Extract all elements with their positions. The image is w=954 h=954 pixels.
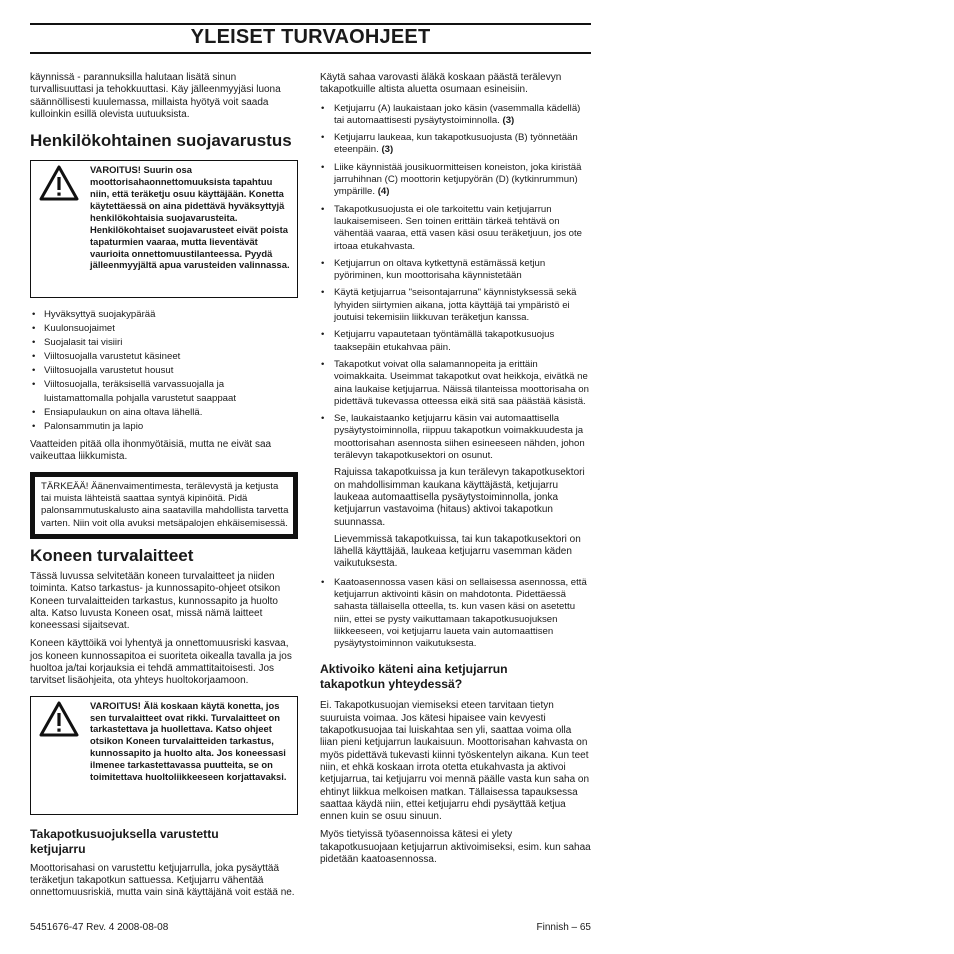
sub-paragraph-2: Lievemmissä takapotkuissa, tai kun takapotkusektori on lähellä käyttäjää, laukeaa ketjujarru vasemman käden vaikutuksesta. [334, 533, 581, 570]
gear-list [30, 308, 298, 434]
list-item: • Kuulonsuojaimet [30, 322, 298, 336]
chain-brake-list [320, 103, 591, 463]
clothing-paragraph: Vaatteiden pitää olla ihonmyötäisiä, mutta ne eivät saa vaikeuttaa liikkumista. [30, 439, 272, 463]
heading-protection: Henkilökohtainen suojavarustus [30, 131, 292, 151]
activate-paragraph-2: Myös tietyissä työasennoissa kätesi ei ylety takapotkusuojaan ketjujarrun aktivoimiseksi, esim. kun sahaa pidetään kaatoasennossa. [320, 829, 591, 866]
list-item: • Liike käynnistää jousikuormitteisen koneiston, joka kiristää jarruhihnan (C) moottorin ketjupyörän (D) (kytkinrummun) ympärille. (4) [320, 162, 591, 199]
page-title: YLEISET TURVAOHJEET [190, 26, 431, 48]
list-item: • Ketjujarrun on oltava kytkettynä estämässä ketjun pyöriminen, kun moottorisaha käynnistetään [320, 258, 591, 283]
figure-ref: (3) [381, 144, 394, 156]
activate-paragraph-1: Ei. Takapotkusuojan viemiseksi eteen tarvitaan tietyn suuruista voimaa. Jos kätesi hipaisee vain kevyesti takapotkusuojaa tai luiskahtaa sen yli, saattaa voima olla liian pieni ketjujarrun laukaisuun. Moottorisahan kahvasta on myös pidettävä tukevasti kiinni työskentelyn aikana. Kun teet niin, et ehkä koskaan irrota otetta etukahvasta ja aktivoi ketjujarrua, tai ketjujarru voi mennä päälle vasta kun saha on ehtinyt liikkua melkoisen matkan. Tällaisessa tapauksessa saattaa käydä niin, ettei ketjujarru ehdi pysäyttää ketjua ennen kuin se osuu sinuun. [320, 700, 590, 823]
footer-page-number: Finnish – 65 [536, 922, 591, 933]
list-item: • Takapotkut voivat olla salamannopeita ja erittäin voimakkaita. Useimmat takapotkut ovat heikkoja, eivätkä ne aina laukaise ketjujarrua. Näissä tilanteissa moottorisaha on pidettävä tukevassa otteessa eikä sitä saa päästää käsistä. [320, 359, 591, 408]
safety-paragraph-2: Koneen käyttöikä voi lyhentyä ja onnettomuusriski kasvaa, jos koneen kunnossapitoa ei suoriteta oikealla tavalla ja jos huoltoa ja/tai korjauksia ei tehdä ammattitaitoisesti. Jos tarvitset lisäohjeita, ota yhteys huoltokorjaamoon. [30, 638, 292, 687]
list-item: • Hyväksyttyä suojakypärää [30, 308, 298, 322]
list-item: • Viiltosuojalla, teräksisellä varvassuojalla ja luistamattomalla pohjalla varustetut saappaat [30, 378, 298, 406]
warning-box-protection [30, 160, 298, 298]
warning-triangle-icon [39, 701, 79, 737]
warning-box-safety [30, 696, 298, 815]
important-note-box: TÄRKEÄÄ! Äänenvaimentimesta, terälevystä ja ketjusta tai muista lähteistä saattaa syntyä kipinöitä. Pidä palonsammutuskalusto aina saatavilla mahdollista tarvetta varten. Niin voit olla avuksi metsäpalojen ehkäisemisessä. [30, 472, 298, 539]
heading-safety-equipment: Koneen turvalaitteet [30, 545, 194, 565]
list-item: • Kaatoasennossa vasen käsi on sellaisessa asennossa, että ketjujarrun aktivointi käsin on mahdotonta. Pidettäessä sahasta tällaisella otteella, ts. kun vasen käsi on asetettu niin, ettei se pysty vaikuttamaan takapotkusuojuksen liikkeeseen, voi ketjujarru laueta vain automaattisen pysäytystoiminnon vaikutuksesta. [320, 577, 591, 651]
figure-ref: (4) [377, 186, 390, 198]
list-item: • Ensiapulaukun on aina oltava lähellä. [30, 406, 298, 420]
heading-chain-brake: Takapotkusuojuksella varustettu ketjujarru [30, 826, 219, 856]
sub-paragraph-1: Rajuissa takapotkuissa ja kun terälevyn takapotkusektori on mahdollisimman kaukana käyttäjästä, ketjujarru laukeaa automaattisella pysäytystoiminnolla, jonka ketjujarrun vastavoima (hitaus) aktivoi takapotkun suunnassa. [334, 467, 585, 528]
warning-text: VAROITUS! Suurin osa moottorisahaonnettomuuksista tapahtuu niin, että teräketju osuu käyttäjään. Konetta käytettäessä on aina pidettävä hyväksyttyjä henkilökohtaisia suojavarusteita. Henkilökohtaiset suojavarusteet eivät poista tapaturmien vaaraa, mutta lieventävät vaurioita onnettomuustilanteessa. Pyydä jälleenmyyjältä apua varusteiden valinnassa. [90, 164, 290, 271]
chain-brake-list-continued [320, 577, 591, 651]
warning-triangle-icon [39, 165, 79, 201]
warning-text: VAROITUS! Älä koskaan käytä konetta, jos sen turvalaitteet ovat rikki. Turvalaitteet on tarkastettava ja huollettava. Katso ohjeet otsikon Koneen turvalaitteiden tarkastus, kunnossapito ja huolto alta. Jos koneessasi ilmenee tarkastettavassa puutteita, se on toimitettava huoltoliikkeeseen korjattavaksi. [90, 699, 287, 783]
footer-doc-id: 5451676-47 Rev. 4 2008-08-08 [30, 922, 169, 933]
list-item: • Viiltosuojalla varustetut housut [30, 364, 298, 378]
list-item: • Ketjujarru vapautetaan työntämällä takapotkusuojus taaksepäin etukahvaa päin. [320, 329, 591, 354]
heading-activate: Aktivoiko käteni aina ketjujarrun takapotkun yhteydessä? [320, 662, 508, 692]
figure-ref: (3) [502, 114, 515, 126]
list-item: • Takapotkusuojusta ei ole tarkoitettu vain ketjujarrun laukaisemiseen. Sen toinen erittäin tärkeä tehtävä on vähentää vaaraa, että vasen käsi osuu teräketjuun, jos ote irtoaa etukahvasta. [320, 204, 591, 253]
left-column [30, 72, 298, 900]
list-item: • Viiltosuojalla varustetut käsineet [30, 350, 298, 364]
safety-paragraph-1: Tässä luvussa selvitetään koneen turvalaitteet ja niiden toiminta. Katso tarkastus- ja kunnossapito-ohjeet otsikon Koneen turvalaitteiden tarkastus, kunnossapito ja huolto alta. Katso luvusta Koneen osat, missä nämä laitteet koneessasi sijaitsevat. [30, 570, 281, 632]
list-item: • Ketjujarru laukeaa, kun takapotkusuojusta (B) työnnetään eteenpäin. (3) [320, 132, 591, 157]
chain-brake-paragraph: Moottorisahasi on varustettu ketjujarrulla, joka pysäyttää teräketjun takapotkun sattuessa. Ketjujarru vähentää onnettomuusriskiä, mutta vain sinä käyttäjänä voit estää ne. [30, 862, 295, 899]
list-item: • Käytä ketjujarrua "seisontajarruna" käynnistyksessä sekä lyhyiden siirtymien aikana, jotta käyttäjä tai ympäristö ei joutuisi tekemisiin liikkuvan teräketjun kanssa. [320, 287, 591, 324]
intro-paragraph: käynnissä - parannuksilla halutaan lisätä sinun turvallisuuttasi ja tehokkuuttasi. Käy jälleenmyyjäsi luona säännöllisesti kuulemassa, millaista hyötyä voit saada kulloinkin esillä olevista uutuuksista. [30, 72, 281, 120]
list-item: • Ketjujarru (A) laukaistaan joko käsin (vasemmalla kädellä) tai automaattisesti pysäytystoiminnolla. (3) [320, 103, 591, 128]
list-item: • Se, laukaistaanko ketjujarru käsin vai automaattisella pysäytystoiminnolla, riippuu takapotkun voimakkuudesta ja moottorisahan asennosta siihen esineeseen nähden, johon terälevyn takapotkusektori on osunut. [320, 413, 591, 462]
right-column [320, 72, 591, 866]
header-rule-top [30, 23, 591, 25]
list-item: • Suojalasit tai visiiri [30, 336, 298, 350]
header-rule-bottom [30, 52, 591, 54]
list-item: • Palonsammutin ja lapio [30, 420, 298, 434]
intro-paragraph: Käytä sahaa varovasti äläkä koskaan päästä terälevyn takapotkuille altista aluetta osumaan esineisiin. [320, 72, 562, 96]
